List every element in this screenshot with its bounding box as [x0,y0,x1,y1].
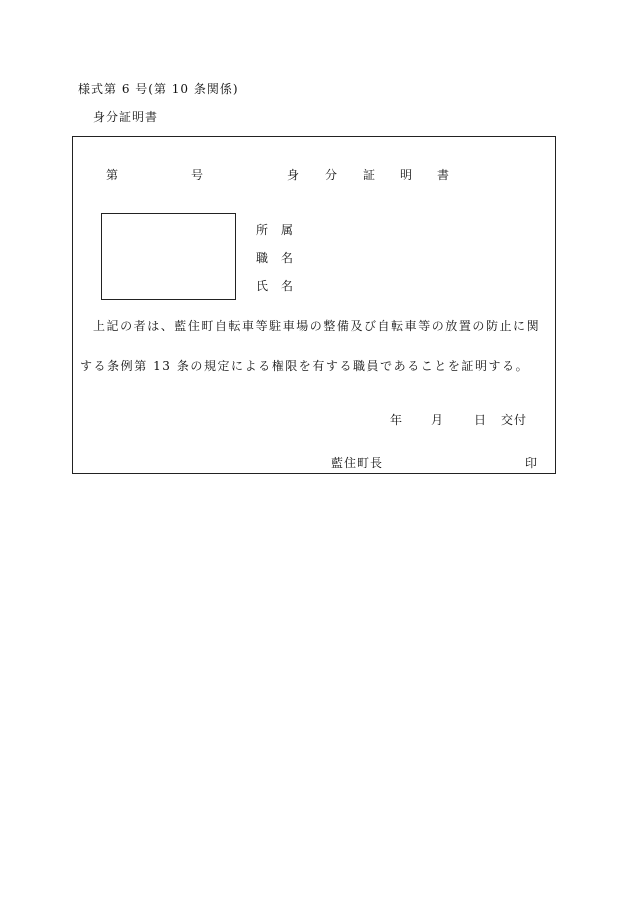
certificate-body-line-1: 上記の者は、藍住町自転車等駐車場の整備及び自転車等の放置の防止に関 [93,319,541,333]
certificate-number-dai: 第 [106,168,119,182]
issuer-title: 藍住町長 [331,456,384,470]
field-affiliation-char-1: 所 [256,223,269,237]
certificate-title-char-5: 書 [437,168,450,182]
certificate-body-line-2: する条例第 13 条の規定による権限を有する職員であることを証明する。 [80,359,530,373]
form-number-header: 様式第 6 号(第 10 条関係) [78,82,239,96]
date-year: 年 [390,413,403,427]
field-position-char-1: 職 [256,251,269,265]
field-name-char-2: 名 [281,279,294,293]
date-month: 月 [431,413,444,427]
field-position-char-2: 名 [281,251,294,265]
certificate-title-char-3: 証 [363,168,376,182]
certificate-title-char-2: 分 [325,168,338,182]
certificate-title-char-1: 身 [287,168,300,182]
seal-mark: 印 [525,456,538,470]
date-day: 日 [474,413,487,427]
field-name-char-1: 氏 [256,279,269,293]
field-affiliation-char-2: 属 [281,223,294,237]
photo-box [101,213,236,300]
date-issued: 交付 [501,413,528,427]
certificate-title-char-4: 明 [400,168,413,182]
certificate-number-go: 号 [191,168,204,182]
document-name-header: 身分証明書 [93,110,159,124]
